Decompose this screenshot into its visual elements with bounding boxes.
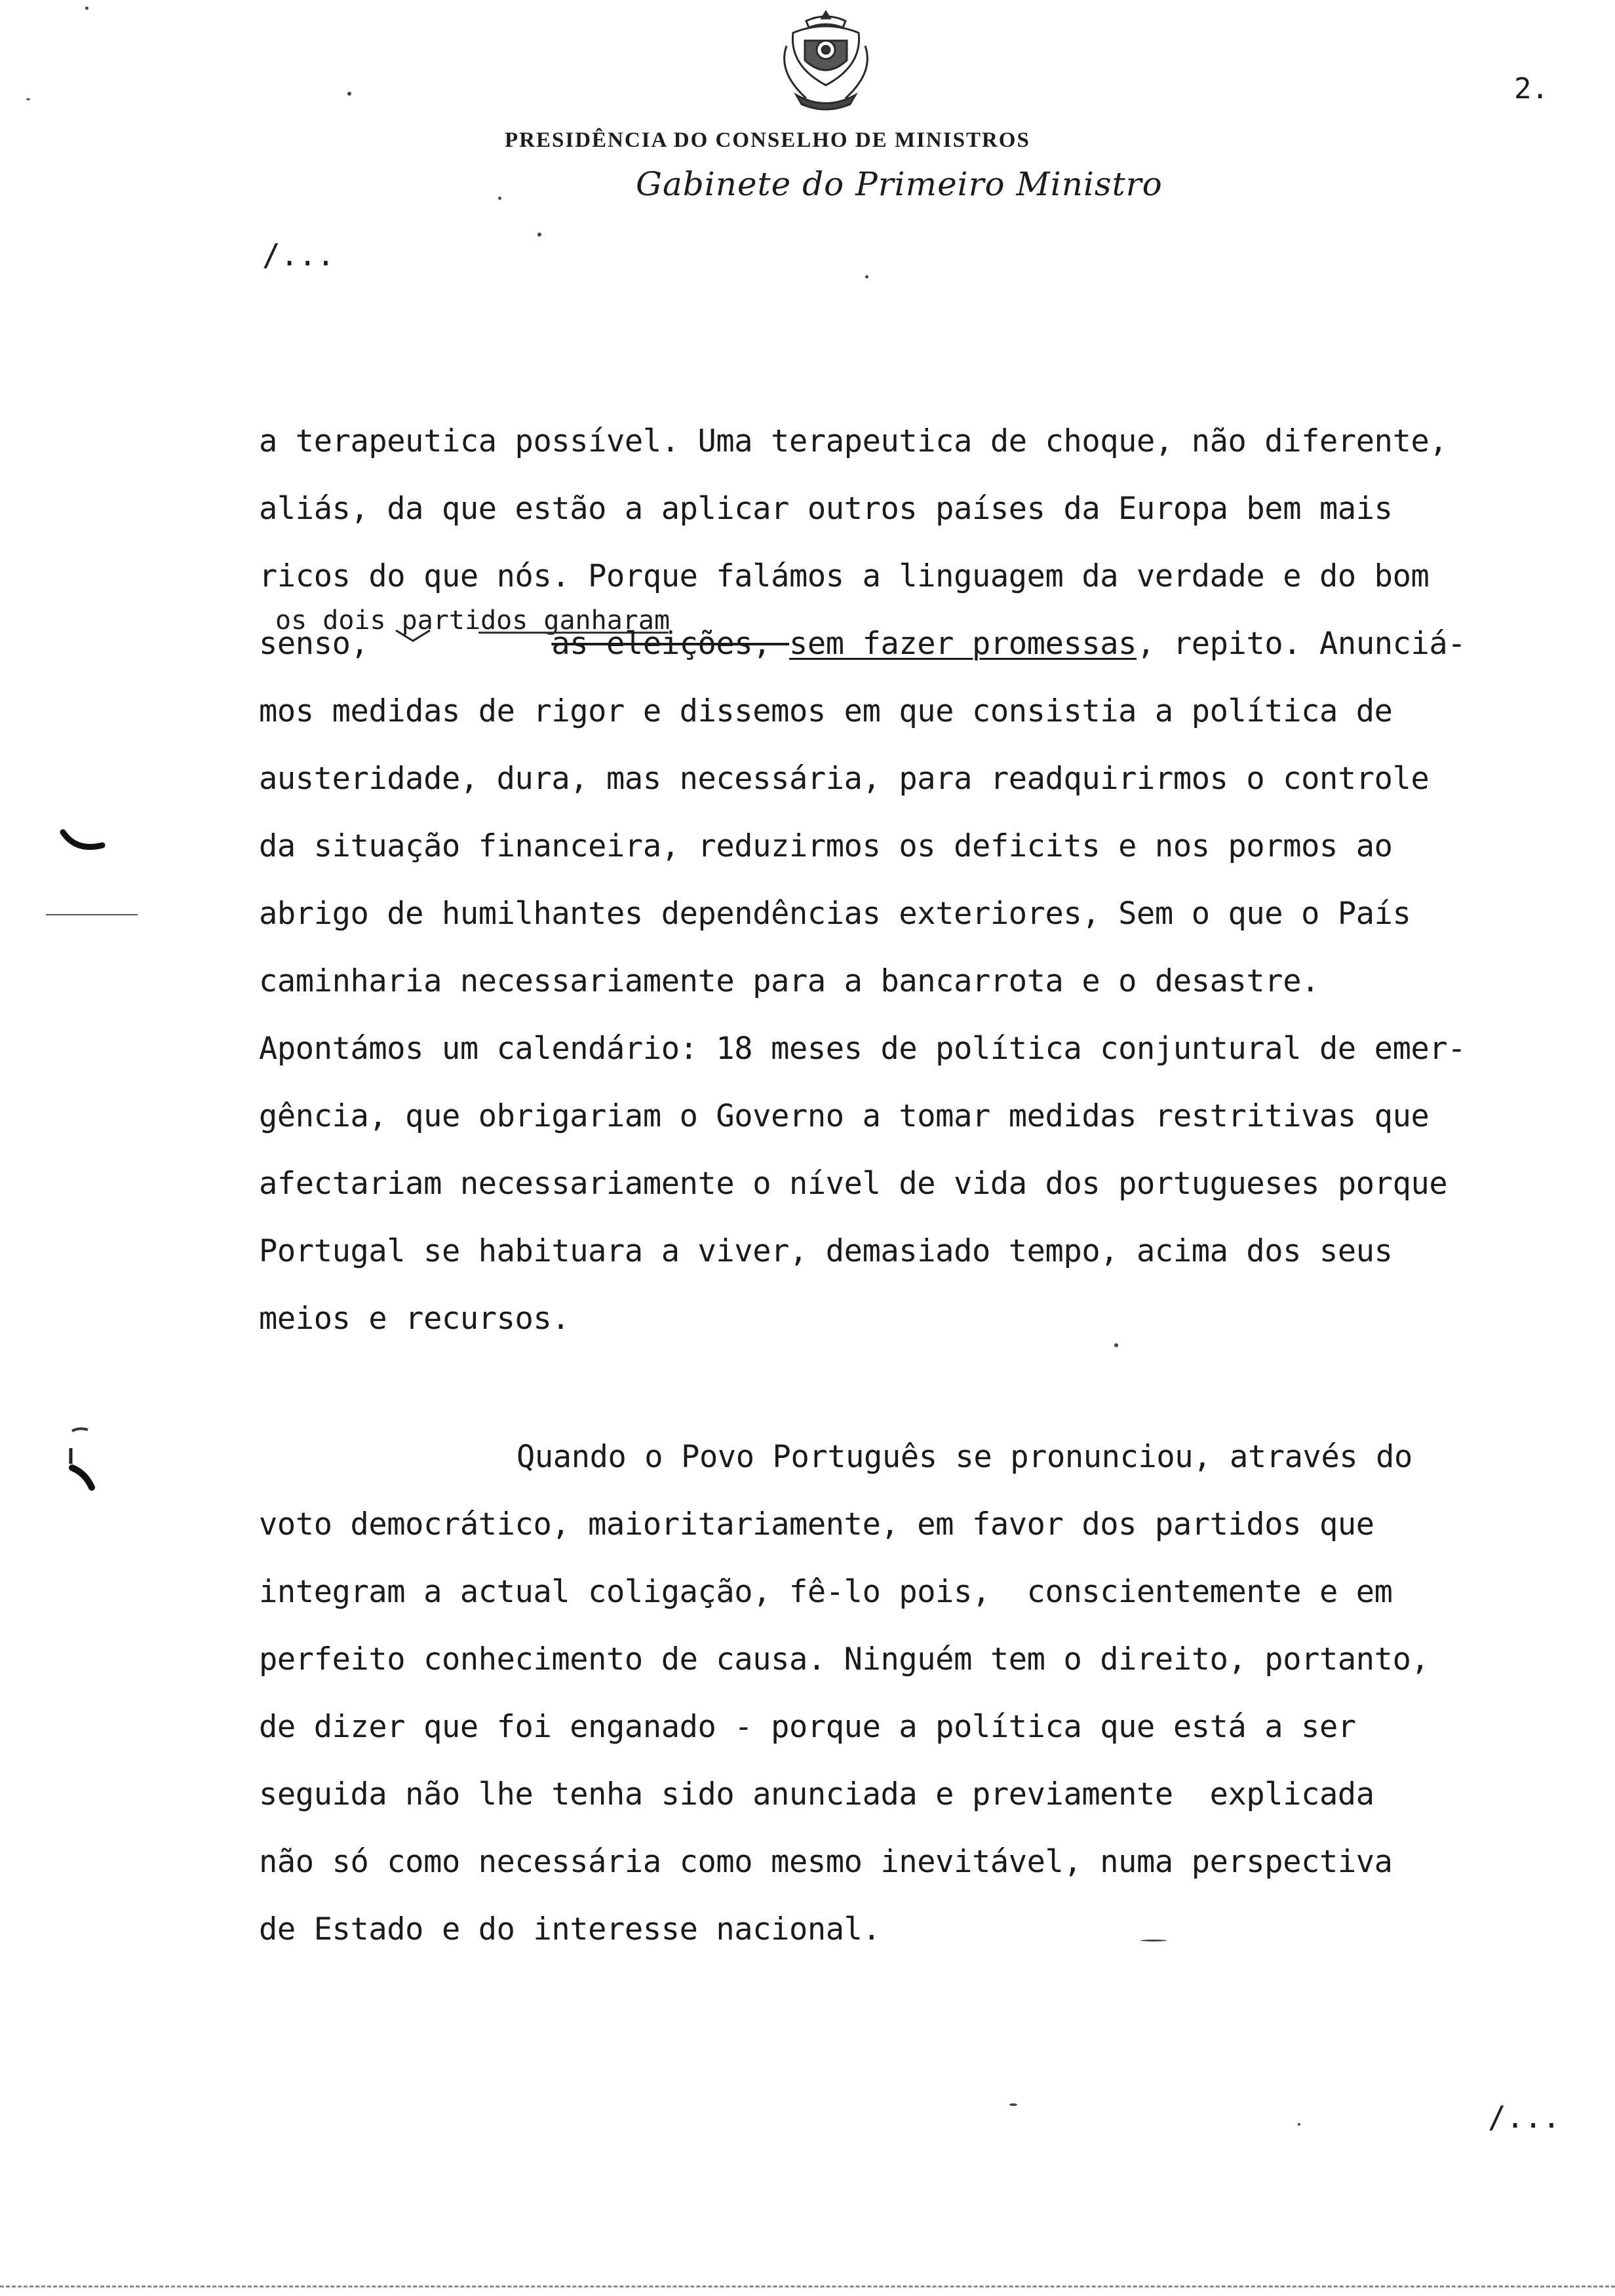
scan-speck [498, 197, 501, 200]
body-line: aliás, da que estão a aplicar outros países da Europa bem mais [259, 491, 1393, 527]
body-line: abrigo de humilhantes dependências exteriores, Sem o que o País [259, 896, 1411, 932]
letterhead-title: PRESIDÊNCIA DO CONSELHO DE MINISTROS [505, 128, 1030, 152]
body-line: a terapeutica possível. Uma terapeutica de choque, não diferente, [259, 423, 1448, 459]
page-number: 2. [1514, 72, 1549, 105]
body-line: Apontámos um calendário: 18 meses de política conjuntural de emer- [259, 1031, 1466, 1067]
body-line: Portugal se habituara a viver, demasiado tempo, acima dos seus [259, 1233, 1393, 1269]
letterhead-subtitle: Gabinete do Primeiro Ministro [636, 165, 1163, 203]
scan-speck [865, 275, 868, 278]
continuation-mark-bottom: /... [1488, 2099, 1561, 2135]
handwritten-insertion: os dois partidos ganharam [275, 605, 671, 636]
underlined-phrase: sem fazer promessas [789, 626, 1137, 662]
scan-speck [1140, 1940, 1167, 1942]
body-segment-struck: as eleições, [551, 626, 790, 662]
body-segment: , repito. Anunciá- [1137, 626, 1466, 662]
body-line: de dizer que foi enganado - porque a política que está a ser [259, 1709, 1356, 1745]
body-line-indented: Quando o Povo Português se pronunciou, através do [516, 1439, 1412, 1475]
scan-speck [26, 98, 30, 100]
body-line-composite [259, 626, 1466, 662]
body-line: integram a actual coligação, fê-lo pois, conscientemente e em [259, 1574, 1393, 1610]
body-line: seguida não lhe tenha sido anunciada e previamente explicada [259, 1776, 1374, 1812]
scan-bottom-edge [0, 2286, 1615, 2290]
margin-mark-icon [59, 826, 111, 858]
body-line: não só como necessária como mesmo inevitável, numa perspectiva [259, 1844, 1393, 1880]
scan-speck [1114, 1343, 1118, 1347]
continuation-mark-top: /... [262, 237, 335, 273]
body-line: mos medidas de rigor e dissemos em que consistia a política de [259, 693, 1393, 729]
body-line: meios e recursos. [259, 1301, 570, 1337]
coat-of-arms-icon [767, 7, 885, 118]
body-line: gência, que obrigariam o Governo a tomar medidas restritivas que [259, 1098, 1430, 1134]
body-line: de Estado e do interesse nacional. [259, 1911, 881, 1947]
body-line: perfeito conhecimento de causa. Ninguém tem o direito, portanto, [259, 1641, 1430, 1677]
scan-speck [347, 92, 351, 96]
body-segment: senso, [259, 626, 369, 662]
body-line: austeridade, dura, mas necessária, para readquirirmos o controle [259, 761, 1430, 797]
scan-speck [1009, 2103, 1017, 2106]
body-line: ricos do que nós. Porque falámos a linguagem da verdade e do bom [259, 558, 1430, 594]
margin-line [46, 914, 138, 915]
scan-speck [537, 233, 541, 237]
body-line: da situação financeira, reduzirmos os deficits e nos pormos ao [259, 828, 1393, 864]
body-line: caminharia necessariamente para a bancarrota e o desastre. [259, 963, 1319, 999]
body-line: voto democrático, maioritariamente, em favor dos partidos que [259, 1506, 1374, 1542]
margin-mark-icon [52, 1422, 111, 1494]
scan-speck [85, 7, 88, 10]
scan-speck [1298, 2123, 1300, 2126]
body-line: afectariam necessariamente o nível de vida dos portugueses porque [259, 1166, 1448, 1202]
